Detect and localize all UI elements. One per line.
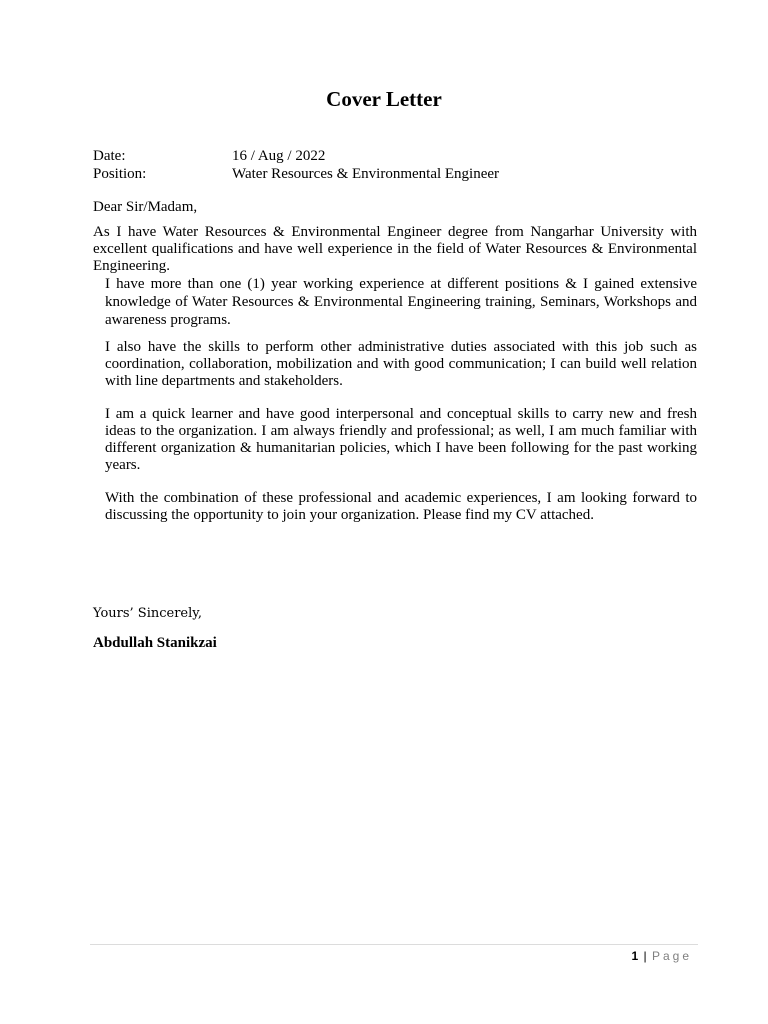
position-row [93,165,499,183]
date-row [93,147,325,165]
paragraph-experience: I have more than one (1) year working experience at different positions & I gained extensive knowledge of Water Resources & Environmental Engineering training, Seminars, Workshops and awareness programs. [105,276,697,328]
page-label: Page [651,949,692,963]
position-label: Position: [93,166,147,182]
closing-line: Yours’ Sincerely, [93,606,203,621]
paragraph-closing-statement: With the combination of these professional and academic experiences, I am looking forward to discussing the opportunity to join your organization. Please find my CV attached. [105,490,697,523]
page-footer [631,948,692,964]
footer-separator: | [643,949,647,963]
salutation: Dear Sir/Madam, [93,199,198,215]
paragraph-skills: I also have the skills to perform other administrative duties associated with this job such as coordination, collaboration, mobilization and with good communication; I can build well relation with line departments and stakeholders. [105,339,697,389]
page-number: 1 [631,949,639,963]
date-value: 16 / Aug / 2022 [232,148,326,164]
paragraph-learner: I am a quick learner and have good interpersonal and conceptual skills to carry new and fresh ideas to the organization. I am always friendly and professional; as well, I am much familiar with different organization & humanitarian policies, which I have been following for the past working years. [105,406,697,473]
footer-divider [90,944,698,945]
position-value: Water Resources & Environmental Engineer [232,166,500,182]
paragraph-intro: As I have Water Resources & Environmental Engineer degree from Nangarhar University with excellent qualifications and have well experience in the field of Water Resources & Environmental Engineering. [93,224,697,274]
page-title: Cover Letter [326,87,442,111]
signature-name: Abdullah Stanikzai [93,635,217,651]
date-label: Date: [93,148,126,164]
